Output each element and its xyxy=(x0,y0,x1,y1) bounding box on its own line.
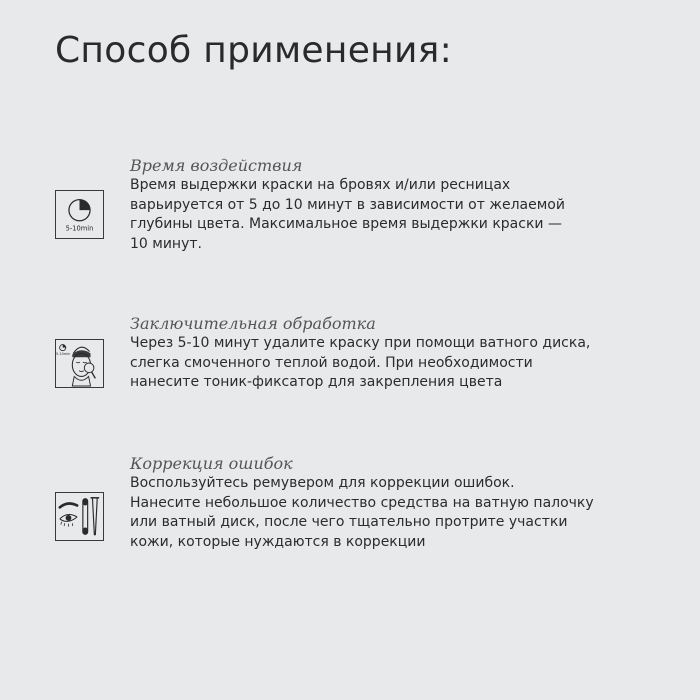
page-title: Способ применения: xyxy=(55,30,453,71)
text-line: глубины цвета. Максимальное время выдержки краски — xyxy=(130,216,562,232)
section-body xyxy=(130,454,675,552)
text-line: слегка смоченного теплой водой. При необходимости xyxy=(130,354,533,371)
text-line: Время выдержки краски на бровях и/или ресницах xyxy=(130,177,511,193)
text-line: варьируется от 5 до 10 минут в зависимости от желаемой xyxy=(130,196,565,213)
section-body xyxy=(130,314,675,393)
face-icon-caption: 5-10min xyxy=(56,351,71,356)
text-line: или ватный диск, после чего тщательно протрите участки xyxy=(130,514,568,530)
face-cleansing-icon xyxy=(55,339,104,388)
section-heading: Коррекция ошибок xyxy=(130,454,293,473)
timer-icon xyxy=(55,190,104,239)
text-line: Воспользуйтесь ремувером для коррекции ошибок. xyxy=(130,475,515,491)
section-body xyxy=(130,156,675,254)
section-heading: Заключительная обработка xyxy=(130,314,376,333)
text-line: нанесите тоник-фиксатор для закрепления цвета xyxy=(130,374,503,390)
text-line: 10 минут. xyxy=(130,235,202,252)
text-line: кожи, которые нуждаются в коррекции xyxy=(130,533,426,550)
section-heading: Время воздействия xyxy=(130,156,303,175)
timer-caption: 5-10min xyxy=(65,224,94,233)
text-line: Через 5-10 минут удалите краску при помощи ватного диска, xyxy=(130,335,591,351)
text-line: Нанесите небольшое количество средства на ватную палочку xyxy=(130,494,594,511)
section-text xyxy=(130,176,675,254)
eyebrow-correction-icon xyxy=(55,492,104,541)
section-text xyxy=(130,334,675,393)
section-text xyxy=(130,474,675,552)
